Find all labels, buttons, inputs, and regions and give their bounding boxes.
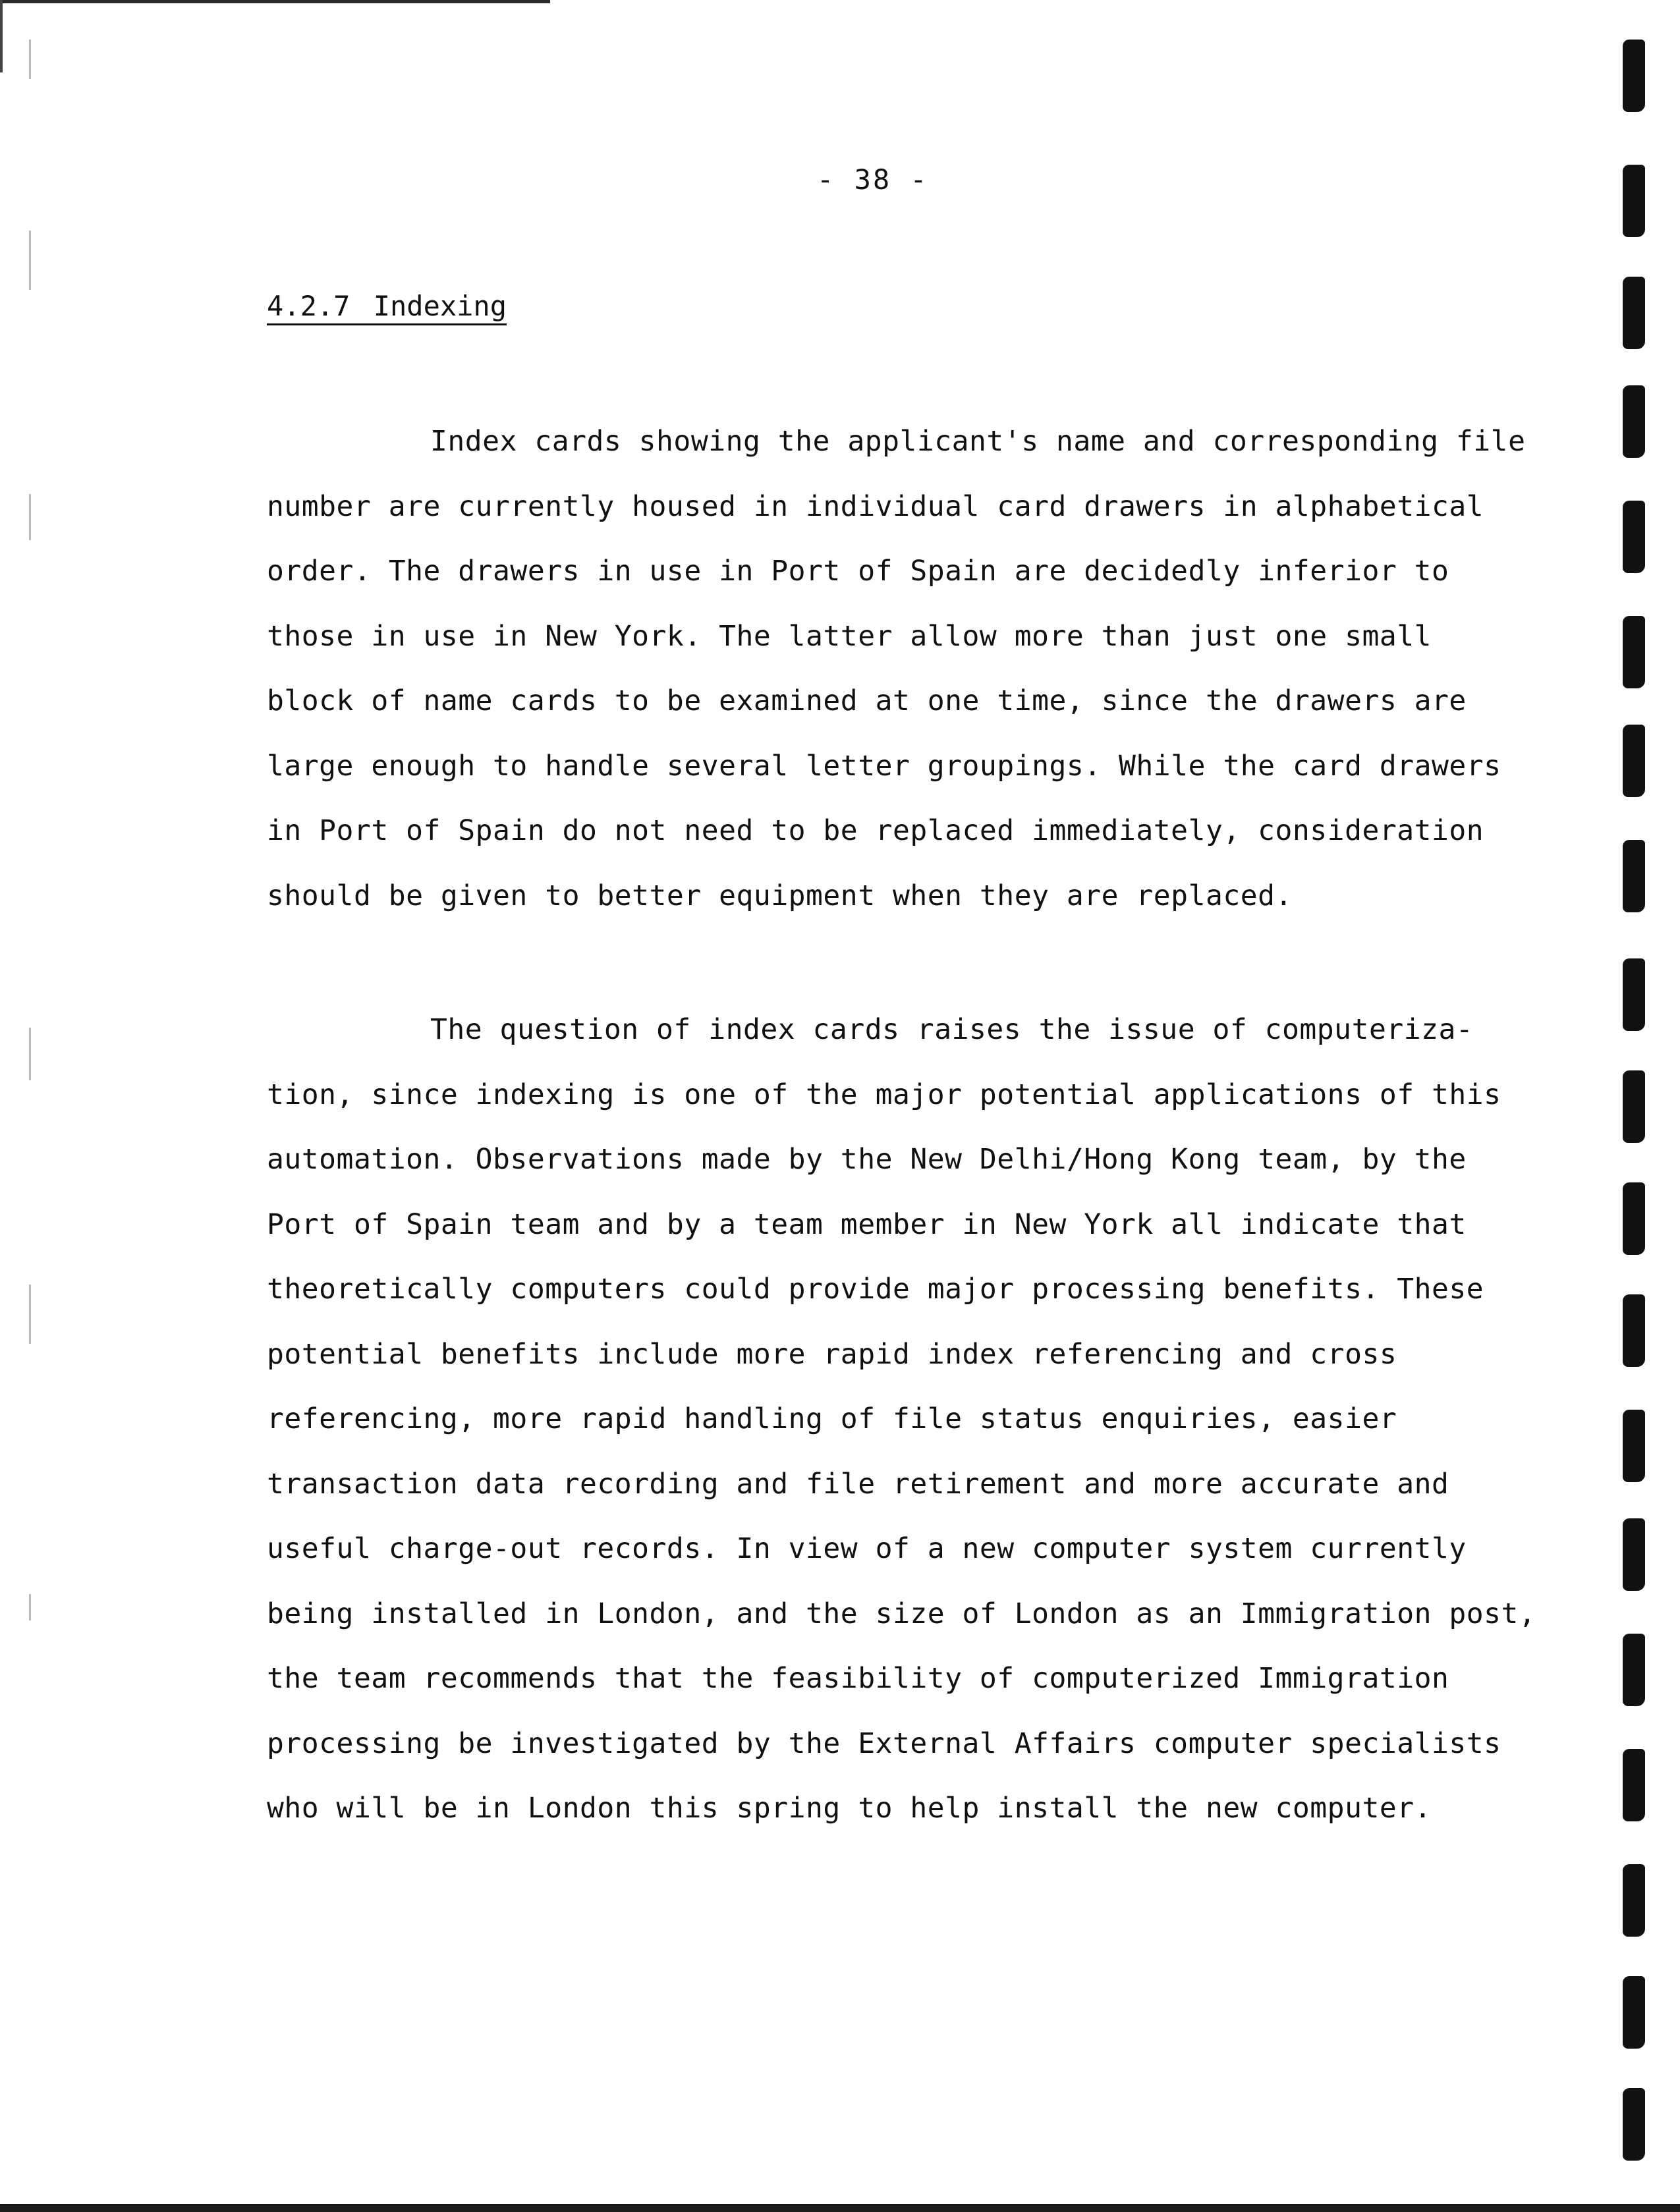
binder-hole	[1623, 1749, 1645, 1821]
binder-hole	[1623, 1518, 1645, 1591]
paragraph-line: tion, since indexing is one of the major potential applications of this	[267, 1078, 1501, 1111]
paragraph-line: should be given to better equipment when they are replaced.	[267, 879, 1293, 912]
binder-hole	[1623, 501, 1645, 573]
paragraph-line: the team recommends that the feasibility of computerized Immigration	[267, 1662, 1449, 1695]
binder-hole	[1623, 1634, 1645, 1706]
binder-hole	[1623, 40, 1645, 112]
scan-margin-mark	[29, 494, 31, 540]
scan-margin-mark	[29, 231, 31, 290]
paragraph-line: large enough to handle several letter groupings. While the card drawers	[267, 749, 1501, 783]
binder-hole	[1623, 1182, 1645, 1255]
scan-bottom-edge	[0, 2204, 1680, 2212]
paragraph-line: in Port of Spain do not need to be replaced immediately, consideration	[267, 814, 1484, 847]
paragraph-line: theoretically computers could provide major processing benefits. These	[267, 1273, 1484, 1306]
scan-margin-mark	[29, 1028, 31, 1080]
paragraph-line: Index cards showing the applicant's name and corresponding file	[430, 425, 1526, 458]
binder-hole	[1623, 1864, 1645, 1937]
paragraph-line: being installed in London, and the size of London as an Immigration post,	[267, 1597, 1536, 1630]
binder-hole	[1623, 725, 1645, 797]
binder-hole	[1623, 385, 1645, 458]
binder-hole	[1623, 1410, 1645, 1482]
binder-hole	[1623, 2088, 1645, 2161]
page-number: - 38 -	[817, 163, 929, 196]
paragraph-line: processing be investigated by the External Affairs computer specialists	[267, 1727, 1501, 1760]
paragraph-2	[267, 997, 1536, 1841]
paragraph-line: order. The drawers in use in Port of Spain are decidedly inferior to	[267, 555, 1449, 588]
scan-margin-mark	[29, 40, 31, 79]
paragraph-line: potential benefits include more rapid index referencing and cross	[267, 1337, 1397, 1371]
binder-hole	[1623, 958, 1645, 1031]
binder-hole	[1623, 165, 1645, 237]
paragraph-line: who will be in London this spring to help install the new computer.	[267, 1792, 1432, 1825]
scan-margin-mark	[29, 1594, 31, 1620]
paragraph-line: automation. Observations made by the New Delhi/Hong Kong team, by the	[267, 1143, 1467, 1176]
binder-hole	[1623, 277, 1645, 349]
paragraph-line: referencing, more rapid handling of file status enquiries, easier	[267, 1402, 1397, 1435]
section-heading: 4.2.7 Indexing	[267, 290, 507, 325]
paragraph-line: number are currently housed in individual card drawers in alphabetical	[267, 489, 1484, 523]
paragraph-line: useful charge-out records. In view of a new computer system currently	[267, 1532, 1467, 1565]
paragraph-line: The question of index cards raises the issue of computeriza-	[430, 1013, 1474, 1046]
scan-top-edge	[0, 0, 550, 3]
scan-left-edge	[0, 0, 3, 72]
paragraph-1	[267, 409, 1526, 928]
binder-hole	[1623, 616, 1645, 688]
scan-margin-mark	[29, 1285, 31, 1344]
paragraph-line: transaction data recording and file retirement and more accurate and	[267, 1467, 1449, 1501]
binder-hole	[1623, 840, 1645, 912]
binder-hole	[1623, 1976, 1645, 2049]
binder-hole	[1623, 1070, 1645, 1143]
binder-hole	[1623, 1294, 1645, 1367]
paragraph-line: those in use in New York. The latter allow more than just one small	[267, 619, 1432, 653]
paragraph-line: block of name cards to be examined at one time, since the drawers are	[267, 684, 1467, 717]
paragraph-line: Port of Spain team and by a team member in New York all indicate that	[267, 1207, 1467, 1241]
